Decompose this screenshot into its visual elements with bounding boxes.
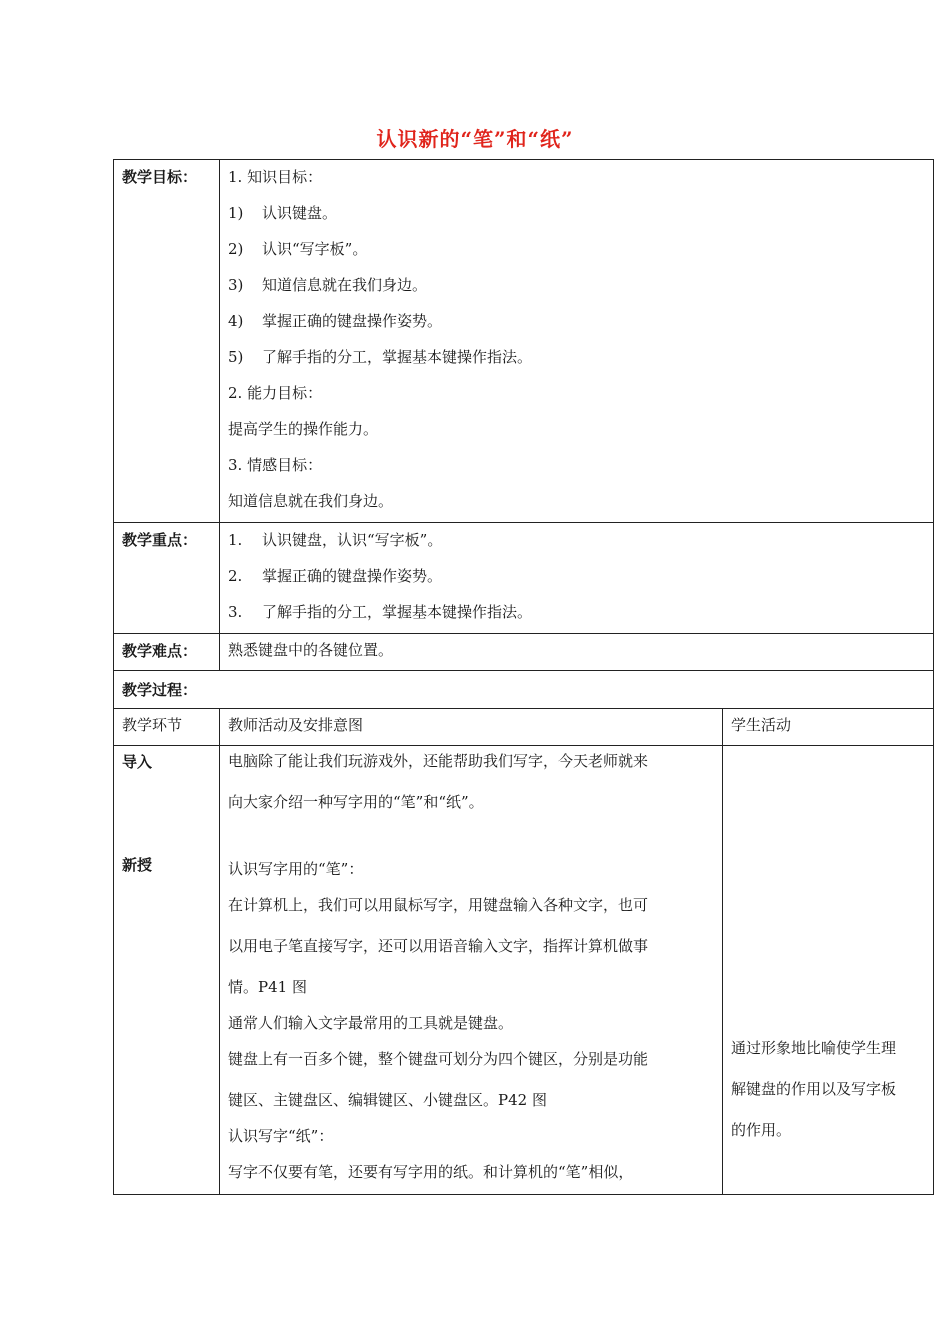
keypoints-content: [220, 523, 934, 634]
process-label: 教学过程：: [114, 671, 934, 709]
teacher-line: 认识写字用的“笔”：: [228, 860, 364, 878]
teacher-line: 写字不仅要有笔，还要有写字用的纸。和计算机的“笔”相似，: [228, 1163, 634, 1181]
objectives-label: 教学目标：: [114, 160, 220, 523]
objectives-row: [114, 160, 934, 523]
teacher-line: 键区、主键盘区、编辑键区、小键盘区。P42 图: [228, 1091, 547, 1109]
teacher-line: 键盘上有一百多个键，整个键盘可划分为四个键区，分别是功能: [228, 1050, 649, 1068]
objective-line: 1) 认识键盘。: [228, 204, 338, 222]
teacher-cell: [220, 746, 723, 1195]
student-line: 的作用。: [731, 1121, 792, 1139]
lesson-table: [113, 159, 934, 1195]
keypoints-label: 教学重点：: [114, 523, 220, 634]
teacher-line: 通常人们输入文字最常用的工具就是键盘。: [228, 1014, 514, 1032]
difficulty-content: [220, 634, 934, 671]
keypoints-row: [114, 523, 934, 634]
objective-line: 2) 认识“写字板”。: [228, 240, 368, 258]
process-body-row: [114, 746, 934, 1195]
difficulty-row: [114, 634, 934, 671]
keypoint-line: 2. 掌握正确的键盘操作姿势。: [228, 567, 443, 585]
objective-line: 3) 知道信息就在我们身边。: [228, 276, 428, 294]
student-line: 通过形象地比喻使学生理: [731, 1039, 897, 1057]
keypoint-line: 3. 了解手指的分工，掌握基本键操作指法。: [228, 603, 533, 621]
objective-line: 知道信息就在我们身边。: [228, 492, 394, 510]
stage-intro: 导入: [122, 753, 153, 771]
student-line: 解键盘的作用以及写字板: [731, 1080, 897, 1098]
stage-cell: [114, 746, 220, 1195]
difficulty-label: 教学难点：: [114, 634, 220, 671]
header-student: 学生活动: [723, 709, 934, 746]
keypoint-line: 1. 认识键盘，认识“写字板”。: [228, 531, 443, 549]
process-header-row: [114, 709, 934, 746]
objective-line: 1. 知识目标：: [228, 168, 323, 186]
student-cell: [723, 746, 934, 1195]
header-stage: 教学环节: [114, 709, 220, 746]
teacher-line: 电脑除了能让我们玩游戏外，还能帮助我们写字，今天老师就来: [228, 752, 649, 770]
header-teacher: 教师活动及安排意图: [220, 709, 723, 746]
objective-line: 2. 能力目标：: [228, 384, 323, 402]
objectives-content: [220, 160, 934, 523]
objective-line: 提高学生的操作能力。: [228, 420, 379, 438]
difficulty-text: 熟悉键盘中的各键位置。: [228, 641, 394, 659]
teacher-line: 情。P41 图: [228, 978, 307, 996]
objective-line: 5) 了解手指的分工，掌握基本键操作指法。: [228, 348, 533, 366]
objective-line: 4) 掌握正确的键盘操作姿势。: [228, 312, 443, 330]
teacher-line: 以用电子笔直接写字，还可以用语音输入文字，指挥计算机做事: [228, 937, 649, 955]
teacher-line: 在计算机上，我们可以用鼠标写字，用键盘输入各种文字，也可: [228, 896, 649, 914]
teacher-line: 认识写字“纸”：: [228, 1127, 334, 1145]
document-title: 认识新的“笔”和“纸”: [376, 127, 574, 151]
process-label-row: [114, 671, 934, 709]
stage-new: 新授: [122, 856, 153, 874]
objective-line: 3. 情感目标：: [228, 456, 323, 474]
teacher-line: 向大家介绍一种写字用的“笔”和“纸”。: [228, 793, 484, 811]
